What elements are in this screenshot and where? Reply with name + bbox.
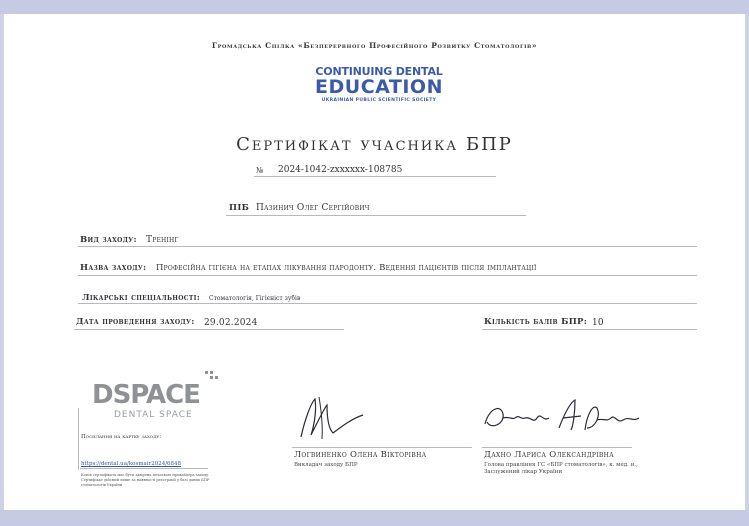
event-name-underline [78,275,697,276]
name-underline [226,215,526,216]
dspace-logo-main: DSPACE [92,380,200,410]
event-type-label: Вид заходу: [80,235,137,245]
event-name: Професійна гігієна на етапах лікування пародонту. Ведення пацієнтів після імплантації [156,263,537,273]
logo-line-1: CONTINUING DENTAL [315,65,443,78]
points-value: 10 [592,318,604,328]
certificate-title: Сертифікат учасника БПР [236,134,513,155]
name-label: ПІБ [229,203,250,213]
specialties: Стоматологія, Гігієніст зубів [209,295,301,302]
specialties-label: Лікарські спеціальності: [82,293,201,303]
bottom-frame-band [0,510,749,526]
signature-2-name: Дахно Лариса Олександрівна [484,450,614,460]
dspace-logo [92,381,222,441]
organization-name: Громадська Спілка «Безперервного Професійного Розвитку Стоматологів» [211,41,538,50]
signature-lecturer [289,389,369,447]
register-underline [80,468,208,469]
top-frame-band [0,0,749,14]
number-underline [254,176,496,177]
points-underline [482,329,697,330]
event-name-label: Назва заходу: [80,263,147,273]
date-underline [74,329,344,330]
dspace-logo-sub: DENTAL SPACE [114,410,193,420]
date-label: Дата проведення заходу: [76,317,195,327]
signature-2-line [482,447,632,448]
number-label: № [256,166,264,175]
points-label: Кількість балів БПР: [484,317,588,327]
register-link[interactable]: https://dental.ua/kosmair2024/6848 [81,461,182,467]
event-date: 29.02.2024 [204,318,258,328]
signature-1-name: Логвиненко Олена Вікторівна [294,450,427,460]
signature-1-role: Викладач заходу БПР [294,462,358,468]
dspace-grid-icon [205,371,219,385]
signature-2-role: Голова правління ГС «БПР стоматологів», к. мед. н., Заслужений лікар України [484,462,638,475]
logo-line-3: UKRAINIAN PUBLIC SCIENTIFIC SOCIETY [321,98,437,103]
provider-divider [78,408,79,470]
certificate-sheet [4,14,745,510]
logo-line-2: EDUCATION [315,76,443,98]
event-type-underline [78,246,697,247]
certificate-number: 2024-1042-zxxxxxx-108785 [278,165,403,175]
signature-chair [479,394,649,442]
cde-logo [309,66,449,114]
signature-1-line [292,447,472,448]
specialties-underline [78,303,697,304]
register-label: Посилання на картку заходу: [81,434,162,440]
participant-name: Пазинич Олег Сергійович [256,203,370,213]
event-type: Тренінг [146,235,179,245]
register-note: Копія сертифіката має бути завірена печаткою провайдера заходу. Сертифікат дійсний лише за наявності реєстрації у базі даних БПР стоматологів України [81,473,210,487]
